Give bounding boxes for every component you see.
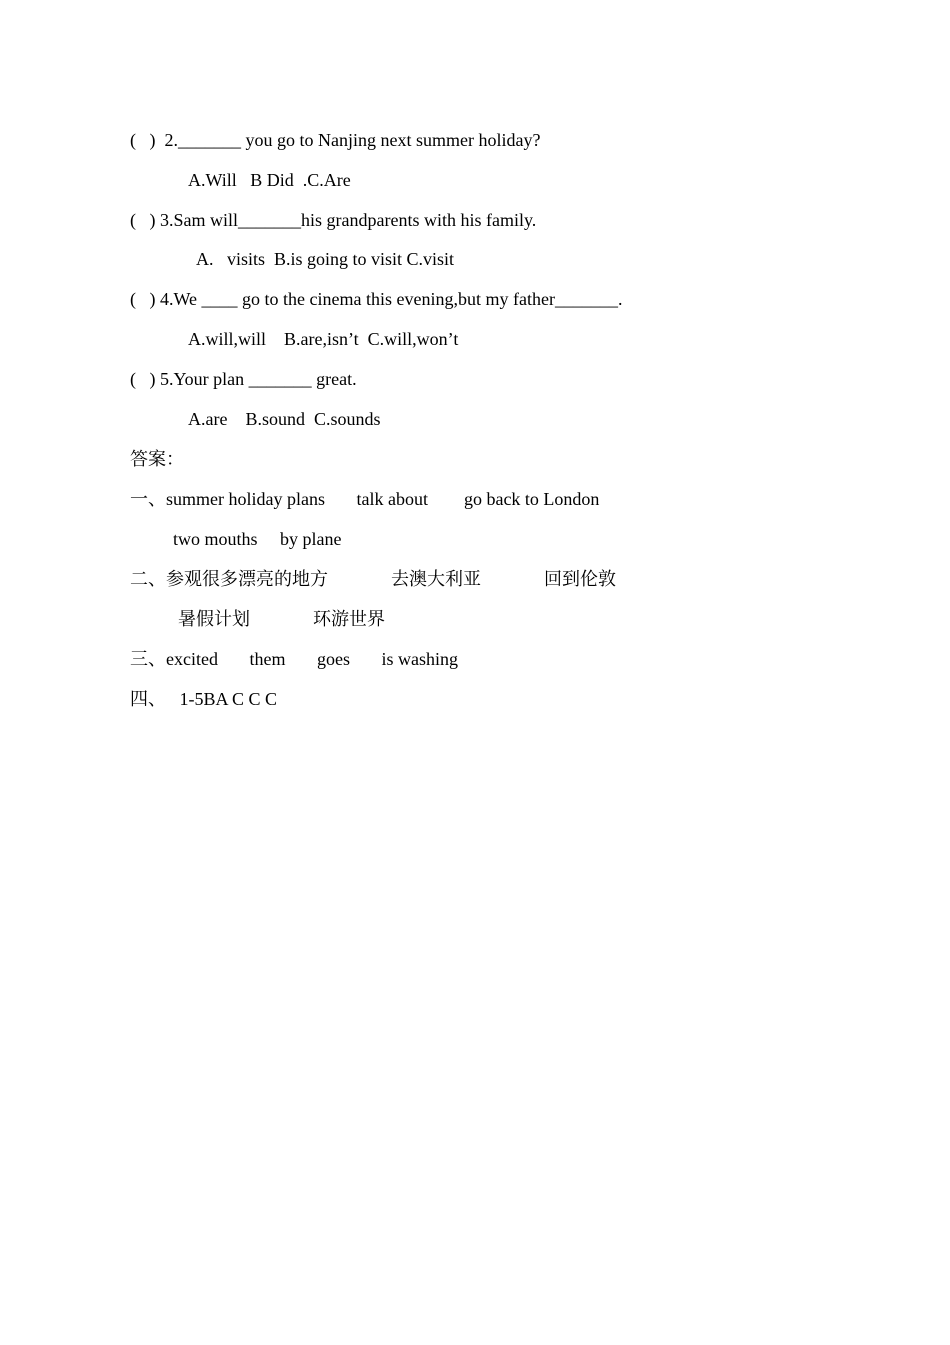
answer-section-3: 三、excited them goes is washing [130, 649, 458, 669]
answer-section-2-line-1: 二、参观很多漂亮的地方 去澳大利亚 回到伦敦 [130, 569, 616, 589]
question-3-options: A. visits B.is going to visit C.visit [196, 249, 455, 269]
question-5-stem: ( ) 5.Your plan _______ great. [130, 369, 357, 389]
question-5-options: A.are B.sound C.sounds [188, 409, 381, 429]
question-4-stem: ( ) 4.We ____ go to the cinema this evening,but my father_______. [130, 289, 623, 309]
question-3-stem: ( ) 3.Sam will_______his grandparents with his family. [130, 210, 537, 230]
question-2-options: A.Will B Did .C.Are [188, 170, 351, 190]
question-4-options: A.will,will B.are,isn’t C.will,won’t [188, 329, 459, 349]
answer-section-1-line-1: 一、summer holiday plans talk about go back to London [130, 489, 600, 509]
answers-heading: 答案： [130, 449, 184, 469]
answer-section-2-line-2: 暑假计划 环游世界 [178, 609, 385, 629]
question-2-stem: ( ) 2._______ you go to Nanjing next summer holiday? [130, 130, 541, 150]
answer-section-4: 四、 1-5BA C C C [130, 689, 278, 709]
answer-section-1-line-2: two mouths by plane [173, 529, 342, 549]
